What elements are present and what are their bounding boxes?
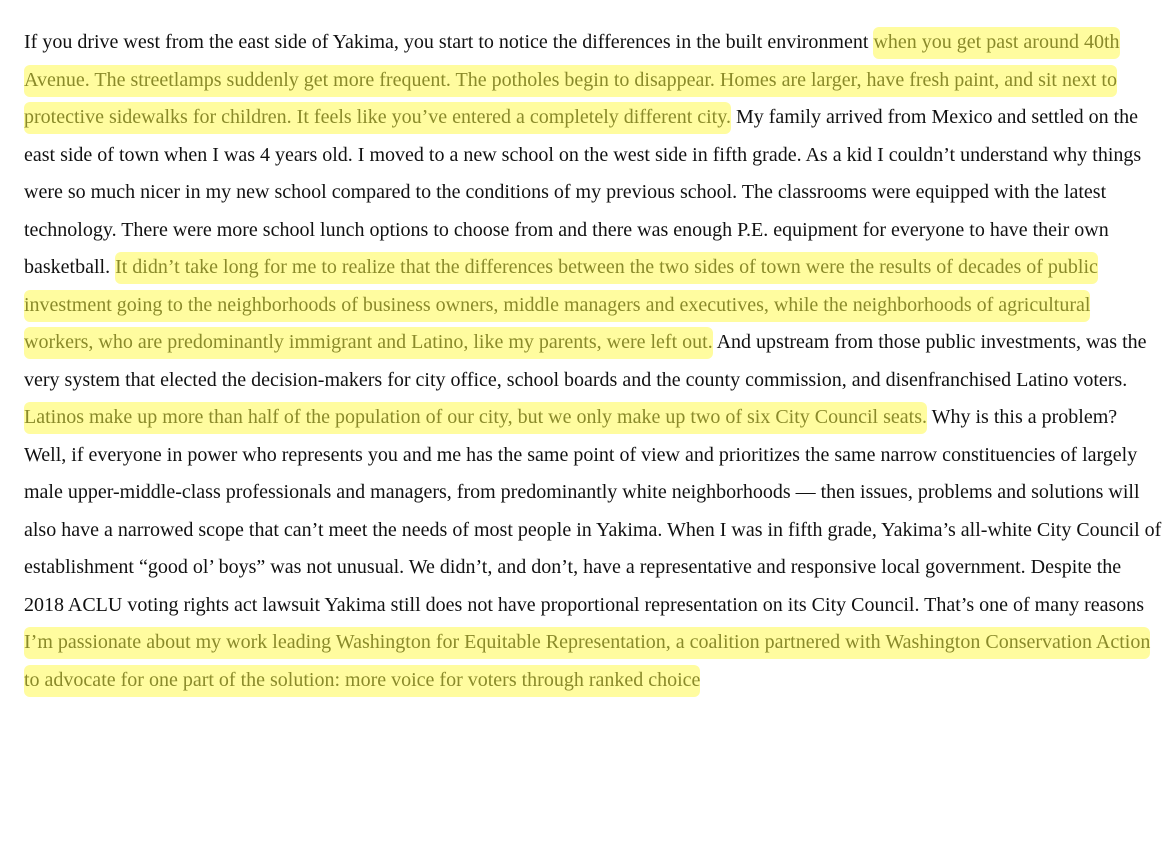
highlighted-passage: when you get past around 40th Avenue. The streetlamps suddenly get more frequent. The potholes begin to disappear. Homes are larger, have fresh paint, and sit next to protective sidewalks for children. It feels like you’ve entered a completely different city. [24, 27, 1120, 134]
text-segment: If you drive west from the east side of Yakima, you start to notice the differences in the built environment [24, 31, 874, 53]
article-body [24, 24, 1164, 699]
text-segment: My family arrived from Mexico and settled on the east side of town when I was 4 years old. I moved to a new school on the west side in fifth grade. As a kid I couldn’t understand why things were so much nicer in my new school compared to the conditions of my previous school. The classrooms were equipped with the latest technology. There were more school lunch options to choose from and there was enough P.E. equipment for everyone to have their own basketball. [24, 106, 1142, 278]
highlighted-passage: I’m passionate about my work leading Washington for Equitable Representation, a coalition partnered with Washington Conservation Action to advocate for one part of the solution: more voice for voters through ranked choice [24, 627, 1150, 697]
highlighted-passage: Latinos make up more than half of the population of our city, but we only make up two of six City Council seats. [24, 402, 927, 434]
text-segment: And upstream from those public investments, was the very system that elected the decision-makers for city office, school boards and the county commission, and disenfranchised Latino voters. [24, 331, 1147, 391]
highlighted-passage: It didn’t take long for me to realize that the differences between the two sides of town were the results of decades of public investment going to the neighborhoods of business owners, middle managers and executives, while the neighborhoods of agricultural workers, who are predominantly immigrant and Latino, like my parents, were left out. [24, 252, 1098, 359]
text-segment: Why is this a problem? Well, if everyone in power who represents you and me has the same point of view and prioritizes the same narrow constituencies of largely male upper-middle-class professionals and managers, from predominantly white neighborhoods — then issues, problems and solutions will also have a narrowed scope that can’t meet the needs of most people in Yakima. When I was in fifth grade, Yakima’s all-white City Council of establishment “good ol’ boys” was not unusual. We didn’t, and don’t, have a representative and responsive local government. Despite the 2018 ACLU voting rights act lawsuit Yakima still does not have proportional representation on its City Council. That’s one of many reasons [24, 406, 1162, 616]
